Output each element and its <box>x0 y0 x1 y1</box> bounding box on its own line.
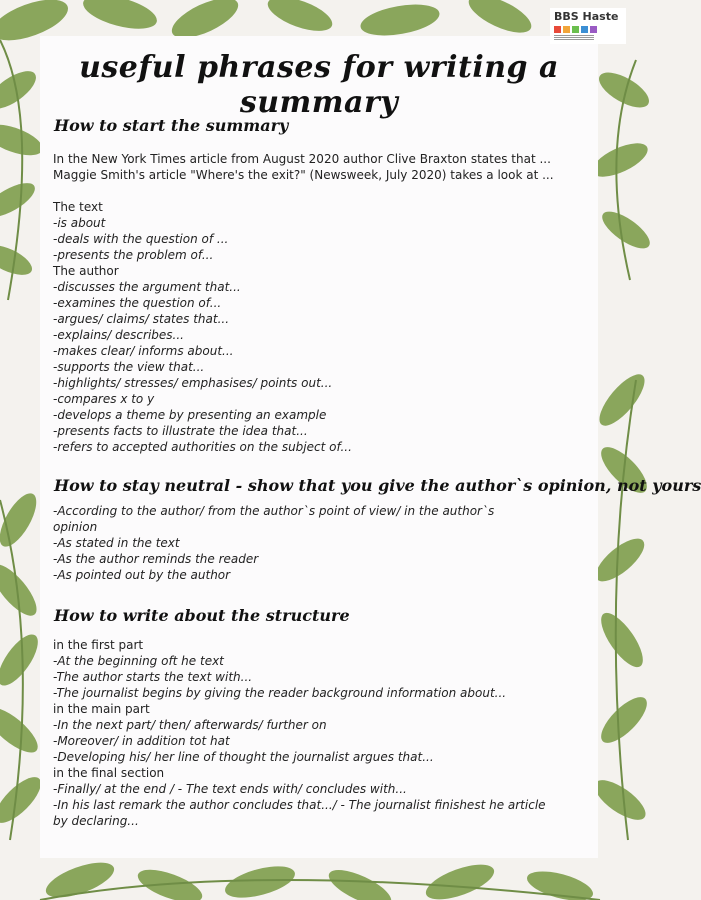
phrase-line: -develops a theme by presenting an example <box>53 408 327 422</box>
logo-bar <box>554 26 561 33</box>
phrase-line: -The journalist begins by giving the reader background information about... <box>53 686 507 700</box>
phrase-line: in the first part <box>53 638 144 652</box>
document-sheet <box>40 36 701 858</box>
section-neutral-lines <box>53 503 589 583</box>
logo-bar <box>572 26 579 33</box>
phrase-line: The author <box>53 264 119 278</box>
phrase-line: -makes clear/ informs about... <box>53 344 234 358</box>
logo-text: BBS Haste <box>554 10 619 23</box>
section-start-lines <box>53 151 589 455</box>
phrase-line: -refers to accepted authorities on the subject of... <box>53 440 352 454</box>
phrase-line: -Developing his/ her line of thought the journalist argues that... <box>53 750 434 764</box>
logo-subtext-lines <box>554 35 594 41</box>
phrase-line: -is about <box>53 216 106 230</box>
phrase-line: -As stated in the text <box>53 536 180 550</box>
logo-bar <box>581 26 588 33</box>
phrase-line: The text <box>53 200 103 214</box>
phrase-line: -In his last remark the author concludes that.../ - The journalist finishest he article <box>53 798 546 812</box>
phrase-line: by declaring... <box>53 814 139 828</box>
phrase-line: -Moreover/ in addition tot hat <box>53 734 230 748</box>
phrase-line: -supports the view that... <box>53 360 205 374</box>
phrase-line: -As pointed out by the author <box>53 568 231 582</box>
phrase-line <box>53 183 589 199</box>
phrase-line: -In the next part/ then/ afterwards/ further on <box>53 718 327 732</box>
phrase-line: opinion <box>53 520 98 534</box>
phrase-line: -highlights/ stresses/ emphasises/ points out... <box>53 376 333 390</box>
section-structure-lines <box>53 637 589 829</box>
phrase-line: -explains/ describes... <box>53 328 184 342</box>
section-heading-neutral: How to stay neutral - show that you give the author`s opinion, not yours <box>54 476 701 495</box>
phrase-line: -argues/ claims/ states that... <box>53 312 230 326</box>
phrase-line: -presents the problem of... <box>53 248 214 262</box>
phrase-line: -compares x to y <box>53 392 155 406</box>
phrase-line: -presents facts to illustrate the idea that... <box>53 424 308 438</box>
phrase-line: -Finally/ at the end / - The text ends with/ concludes with... <box>53 782 407 796</box>
logo-color-bars <box>554 26 597 33</box>
phrase-line: -According to the author/ from the author`s point of view/ in the author`s <box>53 504 495 518</box>
section-heading-start: How to start the summary <box>54 116 289 135</box>
school-logo <box>550 8 626 44</box>
logo-bar <box>563 26 570 33</box>
page-title: useful phrases for writing a summary <box>79 50 559 120</box>
phrase-line: -deals with the question of ... <box>53 232 229 246</box>
section-heading-structure: How to write about the structure <box>54 606 350 625</box>
phrase-line: In the New York Times article from August 2020 author Clive Braxton states that ... <box>53 152 551 166</box>
phrase-line: -examines the question of... <box>53 296 222 310</box>
phrase-line: in the main part <box>53 702 150 716</box>
phrase-line: -The author starts the text with... <box>53 670 253 684</box>
phrase-line: Maggie Smith's article "Where's the exit?" (Newsweek, July 2020) takes a look at ... <box>53 168 554 182</box>
logo-bar <box>590 26 597 33</box>
phrase-line: -As the author reminds the reader <box>53 552 259 566</box>
phrase-line: -discusses the argument that... <box>53 280 241 294</box>
phrase-line: in the final section <box>53 766 165 780</box>
phrase-line: -At the beginning oft he text <box>53 654 224 668</box>
